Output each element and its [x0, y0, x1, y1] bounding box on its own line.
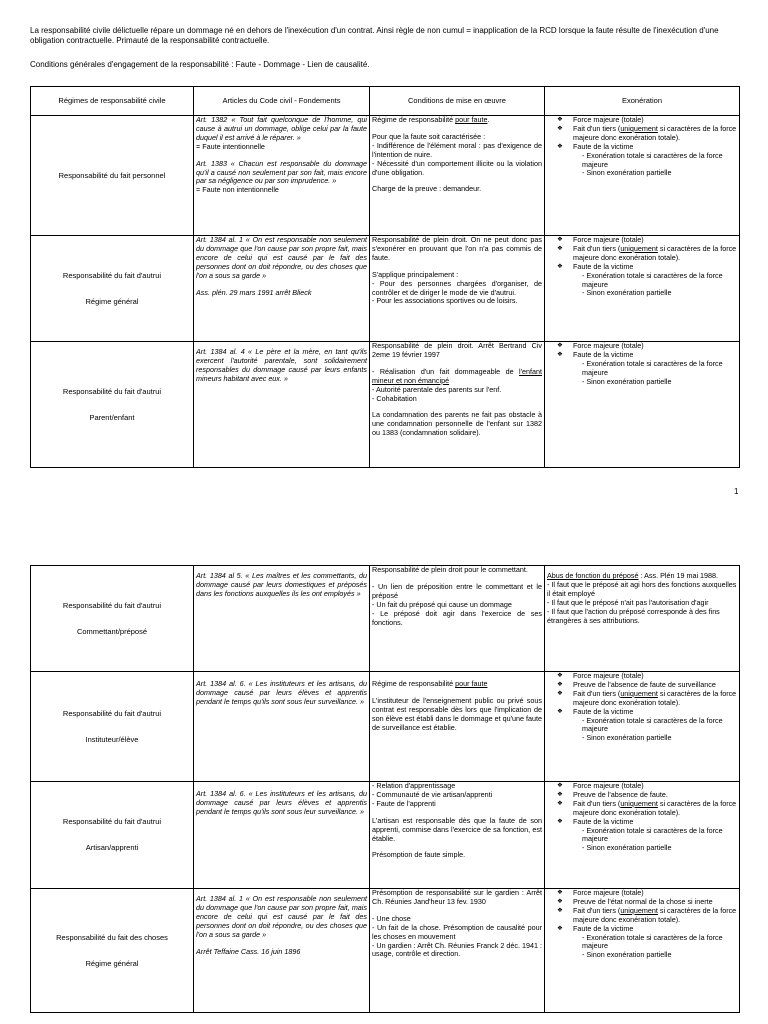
- text-segment: si caractères de la force majeure donc exonération totale).: [573, 798, 737, 817]
- table-row: [31, 889, 740, 1013]
- header-exoneration: Exonération: [545, 87, 740, 116]
- regime-cell: [31, 672, 194, 782]
- article-quote: Art. 1384 al. 1 « On est responsable non seulement du dommage que l'on cause par son propre fait, mais encore de celui qui est causé par le fait des personnes dont on doit répondre, ou des choses que l'on a sous sa garde »: [196, 235, 367, 280]
- table-row: [31, 566, 740, 672]
- regime-title: Responsabilité du fait des choses: [56, 932, 168, 942]
- text-line: La condamnation des parents ne fait pas obstacle à une condamnation personnelle de l'enfant sur 1382 ou 1383 (condamnation solidaire).: [372, 410, 542, 438]
- text-line: - Faute de l'apprenti: [372, 798, 436, 808]
- bullet-item: ❖ Faute de la victime: [547, 818, 737, 827]
- exoneration-cell: [545, 116, 740, 236]
- text-line: - Sinon exonération partielle: [582, 168, 672, 178]
- text-line: - Exonération totale si caractères de la force majeure: [582, 358, 723, 377]
- text-line: - Un gardien : Arrêt Ch. Réunies Franck 2 déc. 1941 : usage, contrôle et direction.: [372, 940, 542, 959]
- exoneration-cell: [545, 236, 740, 342]
- table-row: [31, 342, 740, 468]
- articles-cell: [194, 782, 370, 889]
- bullet-item: ❖ Preuve de l'absence de faute.: [547, 791, 737, 800]
- regime-title: Responsabilité du fait d'autrui: [62, 708, 162, 718]
- text-segment: Régime de responsabilité: [372, 115, 456, 124]
- underlined-text: uniquement: [620, 905, 658, 915]
- text-line: Charge de la preuve : demandeur.: [372, 184, 482, 194]
- intro-conditions: Conditions générales d'engagement de la responsabilité : Faute - Dommage - Lien de causalité.: [30, 60, 370, 69]
- text-segment: si caractères de la force majeure donc exonération totale).: [573, 688, 737, 707]
- text-line: - Sinon exonération partielle: [582, 950, 672, 960]
- regime-cell: [31, 236, 194, 342]
- conditions-cell: [370, 672, 545, 782]
- regime-subtitle: Commettant/préposé: [76, 626, 148, 636]
- text-line: - Sinon exonération partielle: [582, 288, 672, 298]
- responsibility-table-page-1: [30, 86, 740, 468]
- articles-cell: [194, 236, 370, 342]
- exoneration-cell: [545, 566, 740, 672]
- underlined-text: pour faute: [455, 679, 488, 688]
- regime-subtitle: Parent/enfant: [89, 412, 135, 422]
- text-segment: Fait d'un tiers (: [573, 123, 621, 133]
- text-line: Pour que la faute soit caractérisée :: [372, 131, 486, 141]
- bullet-item: ❖ Faute de la victime: [547, 263, 737, 272]
- text-line: - Il faut que le préposé n'ait pas l'autorisation d'agir: [547, 597, 709, 607]
- text-line: Responsabilité de plein droit. On ne peut donc pas s'exonérer en prouvant que l'on n'a pas commis de faute.: [372, 235, 542, 262]
- text-segment: Régime de responsabilité: [372, 679, 456, 688]
- bullet-item: ❖ Faute de la victime: [547, 925, 737, 934]
- articles-cell: [194, 116, 370, 236]
- text-line: - Le préposé doit agir dans l'exercice de ses fonctions.: [372, 608, 542, 627]
- regime-title: Responsabilité du fait d'autrui: [62, 270, 162, 280]
- text-line: - Une chose: [372, 913, 411, 923]
- header-conditions: Conditions de mise en œuvre: [370, 87, 545, 116]
- bullet-item: ❖ Preuve de l'état normal de la chose si inerte: [547, 898, 737, 907]
- bullet-item: ❖ Force majeure (totale): [547, 889, 737, 898]
- bullet-item: [547, 907, 737, 925]
- text-segment: Fait d'un tiers (: [573, 905, 621, 915]
- exoneration-cell: [545, 782, 740, 889]
- text-line: - Il faut que le préposé ait agi hors des fonctions auxquelles il était employé: [547, 579, 737, 598]
- text-line: - Pour les associations sportives ou de loisirs.: [372, 296, 518, 306]
- underlined-text: uniquement: [620, 243, 658, 253]
- exoneration-cell: [545, 889, 740, 1013]
- bullet-item: [547, 690, 737, 708]
- text-line: - Exonération totale si caractères de la force majeure: [582, 150, 723, 169]
- article-quote: Art. 1382 « Tout fait quelconque de l'homme, qui cause à autrui un dommage, oblige celui par la faute duquel il est arrivé à le réparer. »: [196, 115, 367, 142]
- text-line: [372, 368, 542, 386]
- article-quote: Art. 1384 al. 6. « Les instituteurs et les artisans, du dommage causé par leurs élèves et apprentis pendant le temps qu'ils sont sous leur surveillance. »: [196, 679, 367, 706]
- regime-title: Responsabilité du fait personnel: [58, 170, 166, 180]
- exoneration-cell: [545, 342, 740, 468]
- text-line: - Communauté de vie artisan/apprenti: [372, 789, 493, 799]
- regime-cell: [31, 782, 194, 889]
- text-line: - Exonération totale si caractères de la force majeure: [582, 932, 723, 951]
- regime-cell: [31, 566, 194, 672]
- article-quote: Art. 1384 al. 1 « On est responsable non seulement du dommage que l'on cause par son propre fait, mais encore de celui qui est causé par le fait des personnes dont on doit répondre, ou des choses que l'on a sous sa garde »: [196, 894, 367, 939]
- text-segment: Fait d'un tiers (: [573, 688, 621, 698]
- underlined-text: uniquement: [620, 798, 658, 808]
- table-header-row: [31, 87, 740, 116]
- bullet-item: ❖ Faute de la victime: [547, 708, 737, 717]
- text-line: S'applique principalement :: [372, 269, 459, 279]
- conditions-cell: [370, 566, 545, 672]
- text-line: - Relation d'apprentissage: [372, 781, 456, 790]
- text-line: = Faute non intentionnelle: [196, 185, 279, 195]
- article-quote: Arrêt Teffaine Cass. 16 juin 1896: [196, 946, 301, 956]
- articles-cell: [194, 342, 370, 468]
- regime-cell: [31, 342, 194, 468]
- underlined-text: l'enfant mineur et non émancipé: [372, 366, 542, 385]
- bullet-item: ❖ Force majeure (totale): [547, 672, 737, 681]
- text-segment: si caractères de la force majeure donc exonération totale).: [573, 123, 737, 142]
- table-row: [31, 672, 740, 782]
- regime-title: Responsabilité du fait d'autrui: [62, 600, 162, 610]
- conditions-cell: [370, 236, 545, 342]
- article-quote: Art. 1384 al. 4 « Le père et la mère, en tant qu'ils exercent l'autorité parentale, sont solidairement responsables du dommage causé par leurs enfants mineurs habitant avec eux. »: [196, 347, 367, 383]
- header-articles: Articles du Code civil - Fondements: [194, 87, 370, 116]
- text-line: - Exonération totale si caractères de la force majeure: [582, 825, 723, 844]
- article-quote: Art. 1384 al 5. « Les maîtres et les commettants, du dommage causé par leurs domestiques et préposés dans les fonctions auxquelles ils les ont employés »: [196, 571, 367, 598]
- text-line: Présomption de responsabilité sur le gardien : Arrêt Ch. Réunies Jand'heur 13 fev. 1930: [372, 888, 542, 906]
- article-quote: Ass. plén. 29 mars 1991 arrêt Blieck: [196, 287, 312, 297]
- regime-cell: [31, 116, 194, 236]
- regime-cell: [31, 889, 194, 1013]
- text-line: - Un fait du préposé qui cause un dommage: [372, 599, 512, 609]
- underlined-text: uniquement: [620, 123, 658, 133]
- regime-subtitle: Instituteur/élève: [85, 734, 139, 744]
- underlined-text: pour faute: [455, 115, 488, 124]
- text-line: - Il faut que l'action du préposé corresponde à des fins étrangères à ses attributions.: [547, 606, 720, 625]
- bullet-item: [547, 125, 737, 143]
- text-line: - Exonération totale si caractères de la force majeure: [582, 715, 723, 734]
- text-line: - Sinon exonération partielle: [582, 376, 672, 386]
- underlined-text: uniquement: [620, 688, 658, 698]
- bullet-item: ❖ Force majeure (totale): [547, 116, 737, 125]
- intro: [30, 26, 745, 70]
- regime-title: Responsabilité du fait d'autrui: [62, 817, 162, 826]
- table-row: [31, 782, 740, 889]
- bullet-item: [547, 800, 737, 818]
- regime-title: Responsabilité du fait d'autrui: [62, 386, 162, 396]
- text-line: - Sinon exonération partielle: [582, 733, 672, 743]
- bullet-item: ❖ Force majeure (totale): [547, 342, 737, 351]
- intro-paragraph: La responsabilité civile délictuelle répare un dommage né en dehors de l'inexécution d'un contrat. Ainsi règle de non cumul = inapplication de la RCD lorsque la faute résulte de l'inexécution d'une obligation contractuelle. Primauté de la responsabilité contractuelle.: [30, 26, 719, 45]
- text-line: Responsabilité de plein droit pour le commettant.: [372, 565, 528, 574]
- regime-subtitle: Régime général: [85, 296, 139, 306]
- text-segment: si caractères de la force majeure donc exonération totale).: [573, 243, 737, 262]
- text-line: - Sinon exonération partielle: [582, 843, 672, 853]
- conditions-cell: [370, 342, 545, 468]
- text-line: - Nécessité d'un comportement illicite ou la violation d'une obligation.: [372, 158, 542, 177]
- responsibility-table-page-2: [30, 565, 740, 1013]
- text-line: Présomption de faute simple.: [372, 850, 466, 860]
- text-line: - Exonération totale si caractères de la force majeure: [582, 270, 723, 289]
- bullet-item: [547, 245, 737, 263]
- text-line: - Pour des personnes chargées d'organiser, de contrôler et de diriger le mode de vie d'autrui.: [372, 278, 542, 297]
- bullet-item: ❖ Faute de la victime: [547, 351, 737, 360]
- text-line: Responsabilité de plein droit. Arrêt Bertrand Civ 2eme 19 février 1997: [372, 341, 542, 359]
- conditions-cell: [370, 782, 545, 889]
- bullet-item: ❖ Force majeure (totale): [547, 782, 737, 791]
- page-number: 1: [734, 487, 739, 496]
- text-segment: - Réalisation d'un fait dommageable de: [372, 366, 520, 376]
- table-row: [31, 116, 740, 236]
- header-regimes: Régimes de responsabilité civile: [31, 87, 194, 116]
- text-line: [372, 680, 542, 689]
- text-segment: Fait d'un tiers (: [573, 243, 621, 253]
- bullet-item: ❖ Faute de la victime: [547, 143, 737, 152]
- article-quote: Art. 1384 al. 6. « Les instituteurs et les artisans, du dommage causé par leurs élèves et apprentis pendant le temps qu'ils sont sous leur surveillance. »: [196, 789, 367, 816]
- regime-subtitle: Régime général: [85, 958, 139, 968]
- articles-cell: [194, 566, 370, 672]
- text-segment: Fait d'un tiers (: [573, 798, 621, 808]
- table-row: [31, 236, 740, 342]
- bullet-item: ❖ Preuve de l'absence de faute de surveillance: [547, 681, 737, 690]
- text-line: = Faute intentionnelle: [196, 141, 265, 151]
- articles-cell: [194, 672, 370, 782]
- article-quote: Art. 1383 « Chacun est responsable du dommage qu'il a causé non seulement par son fait, mais encore par sa négligence ou par son imprudence. »: [196, 158, 367, 186]
- regime-subtitle: Artisan/apprenti: [85, 843, 139, 852]
- conditions-cell: [370, 116, 545, 236]
- articles-cell: [194, 889, 370, 1013]
- text-line: - Autorité parentale des parents sur l'enf.: [372, 384, 502, 394]
- text-line: - Cohabitation: [372, 393, 417, 403]
- text-line: - Un fait de la chose. Présomption de causalité pour les choses en mouvement: [372, 922, 542, 941]
- conditions-cell: [370, 889, 545, 1013]
- text-line: - Un lien de préposition entre le commettant et le préposé: [372, 581, 542, 600]
- bullet-item: ❖ Force majeure (totale): [547, 236, 737, 245]
- text-line: L'artisan est responsable dès que la faute de son apprenti, commise dans l'exercice de sa fonction, est établie.: [372, 815, 542, 843]
- exoneration-cell: [545, 672, 740, 782]
- text-segment: : Ass. Plén 19 mai 1988.: [638, 571, 719, 580]
- text-line: [372, 116, 542, 125]
- text-line: L'instituteur de l'enseignement public ou privé sous contrat est responsable dès lors que l'implication de son élève est établi dans le dommage et qu'une faute de surveillance est établie.: [372, 695, 542, 732]
- underlined-text: Abus de fonction du préposé: [547, 571, 639, 580]
- text-segment: .: [487, 115, 490, 124]
- text-line: - Indifférence de l'élément moral : pas d'exigence de l'intention de nuire.: [372, 140, 542, 159]
- text-segment: si caractères de la force majeure donc exonération totale).: [573, 905, 737, 924]
